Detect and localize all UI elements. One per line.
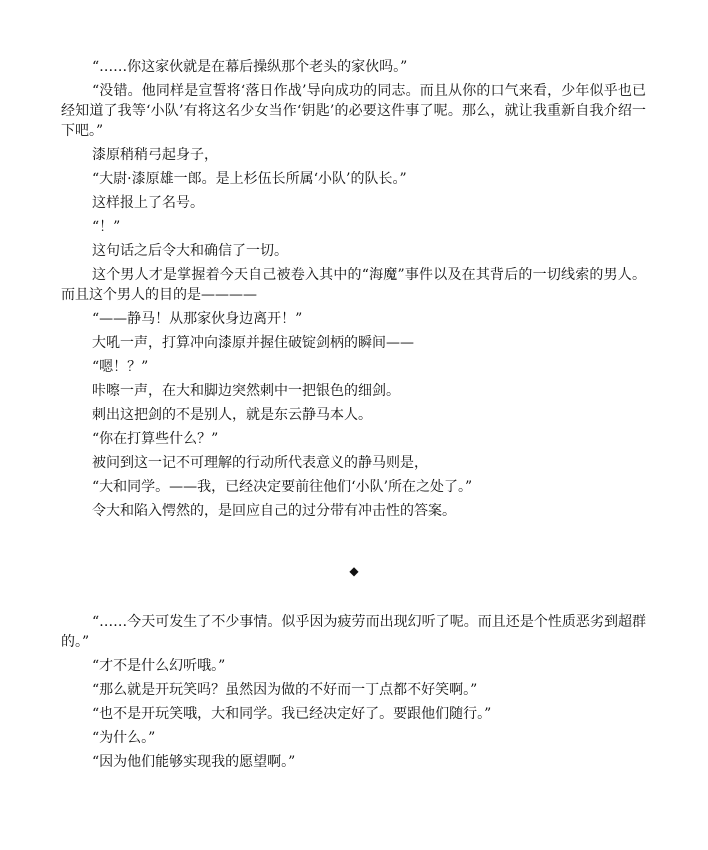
paragraph: “大和同学。——我，已经决定要前往他们‘小队’所在之处了。”	[92, 479, 473, 495]
paragraph: “也不是开玩笑哦，大和同学。我已经决定好了。要跟他们随行。”	[92, 706, 492, 722]
paragraph: “！”	[92, 219, 121, 235]
paragraph: “——静马！从那家伙身边离开！”	[92, 311, 303, 327]
paragraph: “因为他们能够实现我的愿望啊。”	[92, 754, 296, 770]
section-separator-diamond: ◆	[349, 564, 359, 578]
paragraph: “嗯！？”	[92, 359, 149, 375]
paragraph: 刺出这把剑的不是别人，就是东云静马本人。	[92, 407, 372, 423]
paragraph: “大尉·漆原雄一郎。是上杉伍长所属‘小队’的队长。”	[92, 171, 407, 187]
paragraph: 这样报上了名号。	[92, 195, 204, 211]
paragraph: 令大和陷入愕然的，是回应自己的过分带有冲击性的答案。	[92, 503, 456, 519]
text-section-1	[61, 57, 646, 525]
paragraph: “你在打算些什么？”	[92, 431, 219, 447]
paragraph: 被问到这一记不可理解的行动所代表意义的静马则是，	[92, 455, 428, 471]
paragraph: “……今天可发生了不少事情。似乎因为疲劳而出现幻听了呢。而且还是个性质恶劣到超群的。”	[61, 614, 646, 650]
paragraph: “……你这家伙就是在幕后操纵那个老头的家伙吗。”	[92, 59, 408, 75]
paragraph: “没错。他同样是宣誓将‘落日作战’导向成功的同志。而且从你的口气来看，少年似乎也已经知道了我等‘小队’有将这名少女当作‘钥匙’的必要这件事了呢。那么，就让我重新自我介绍一下吧。”	[61, 83, 646, 139]
paragraph: “才不是什么幻听哦。”	[92, 658, 226, 674]
paragraph: “那么就是开玩笑吗？虽然因为做的不好而一丁点都不好笑啊。”	[92, 682, 478, 698]
paragraph: 咔嚓一声，在大和脚边突然刺中一把银色的细剑。	[92, 383, 400, 399]
paragraph: 漆原稍稍弓起身子，	[92, 147, 218, 163]
paragraph: 这句话之后令大和确信了一切。	[92, 243, 288, 259]
paragraph: “为什么。”	[92, 730, 156, 746]
paragraph: 这个男人才是掌握着今天自己被卷入其中的“海魔”事件以及在其背后的一切线索的男人。而且这个男人的目的是————	[61, 267, 646, 303]
paragraph: 大吼一声，打算冲向漆原并握住破锭剑柄的瞬间——	[92, 335, 414, 351]
text-section-2	[61, 612, 646, 776]
